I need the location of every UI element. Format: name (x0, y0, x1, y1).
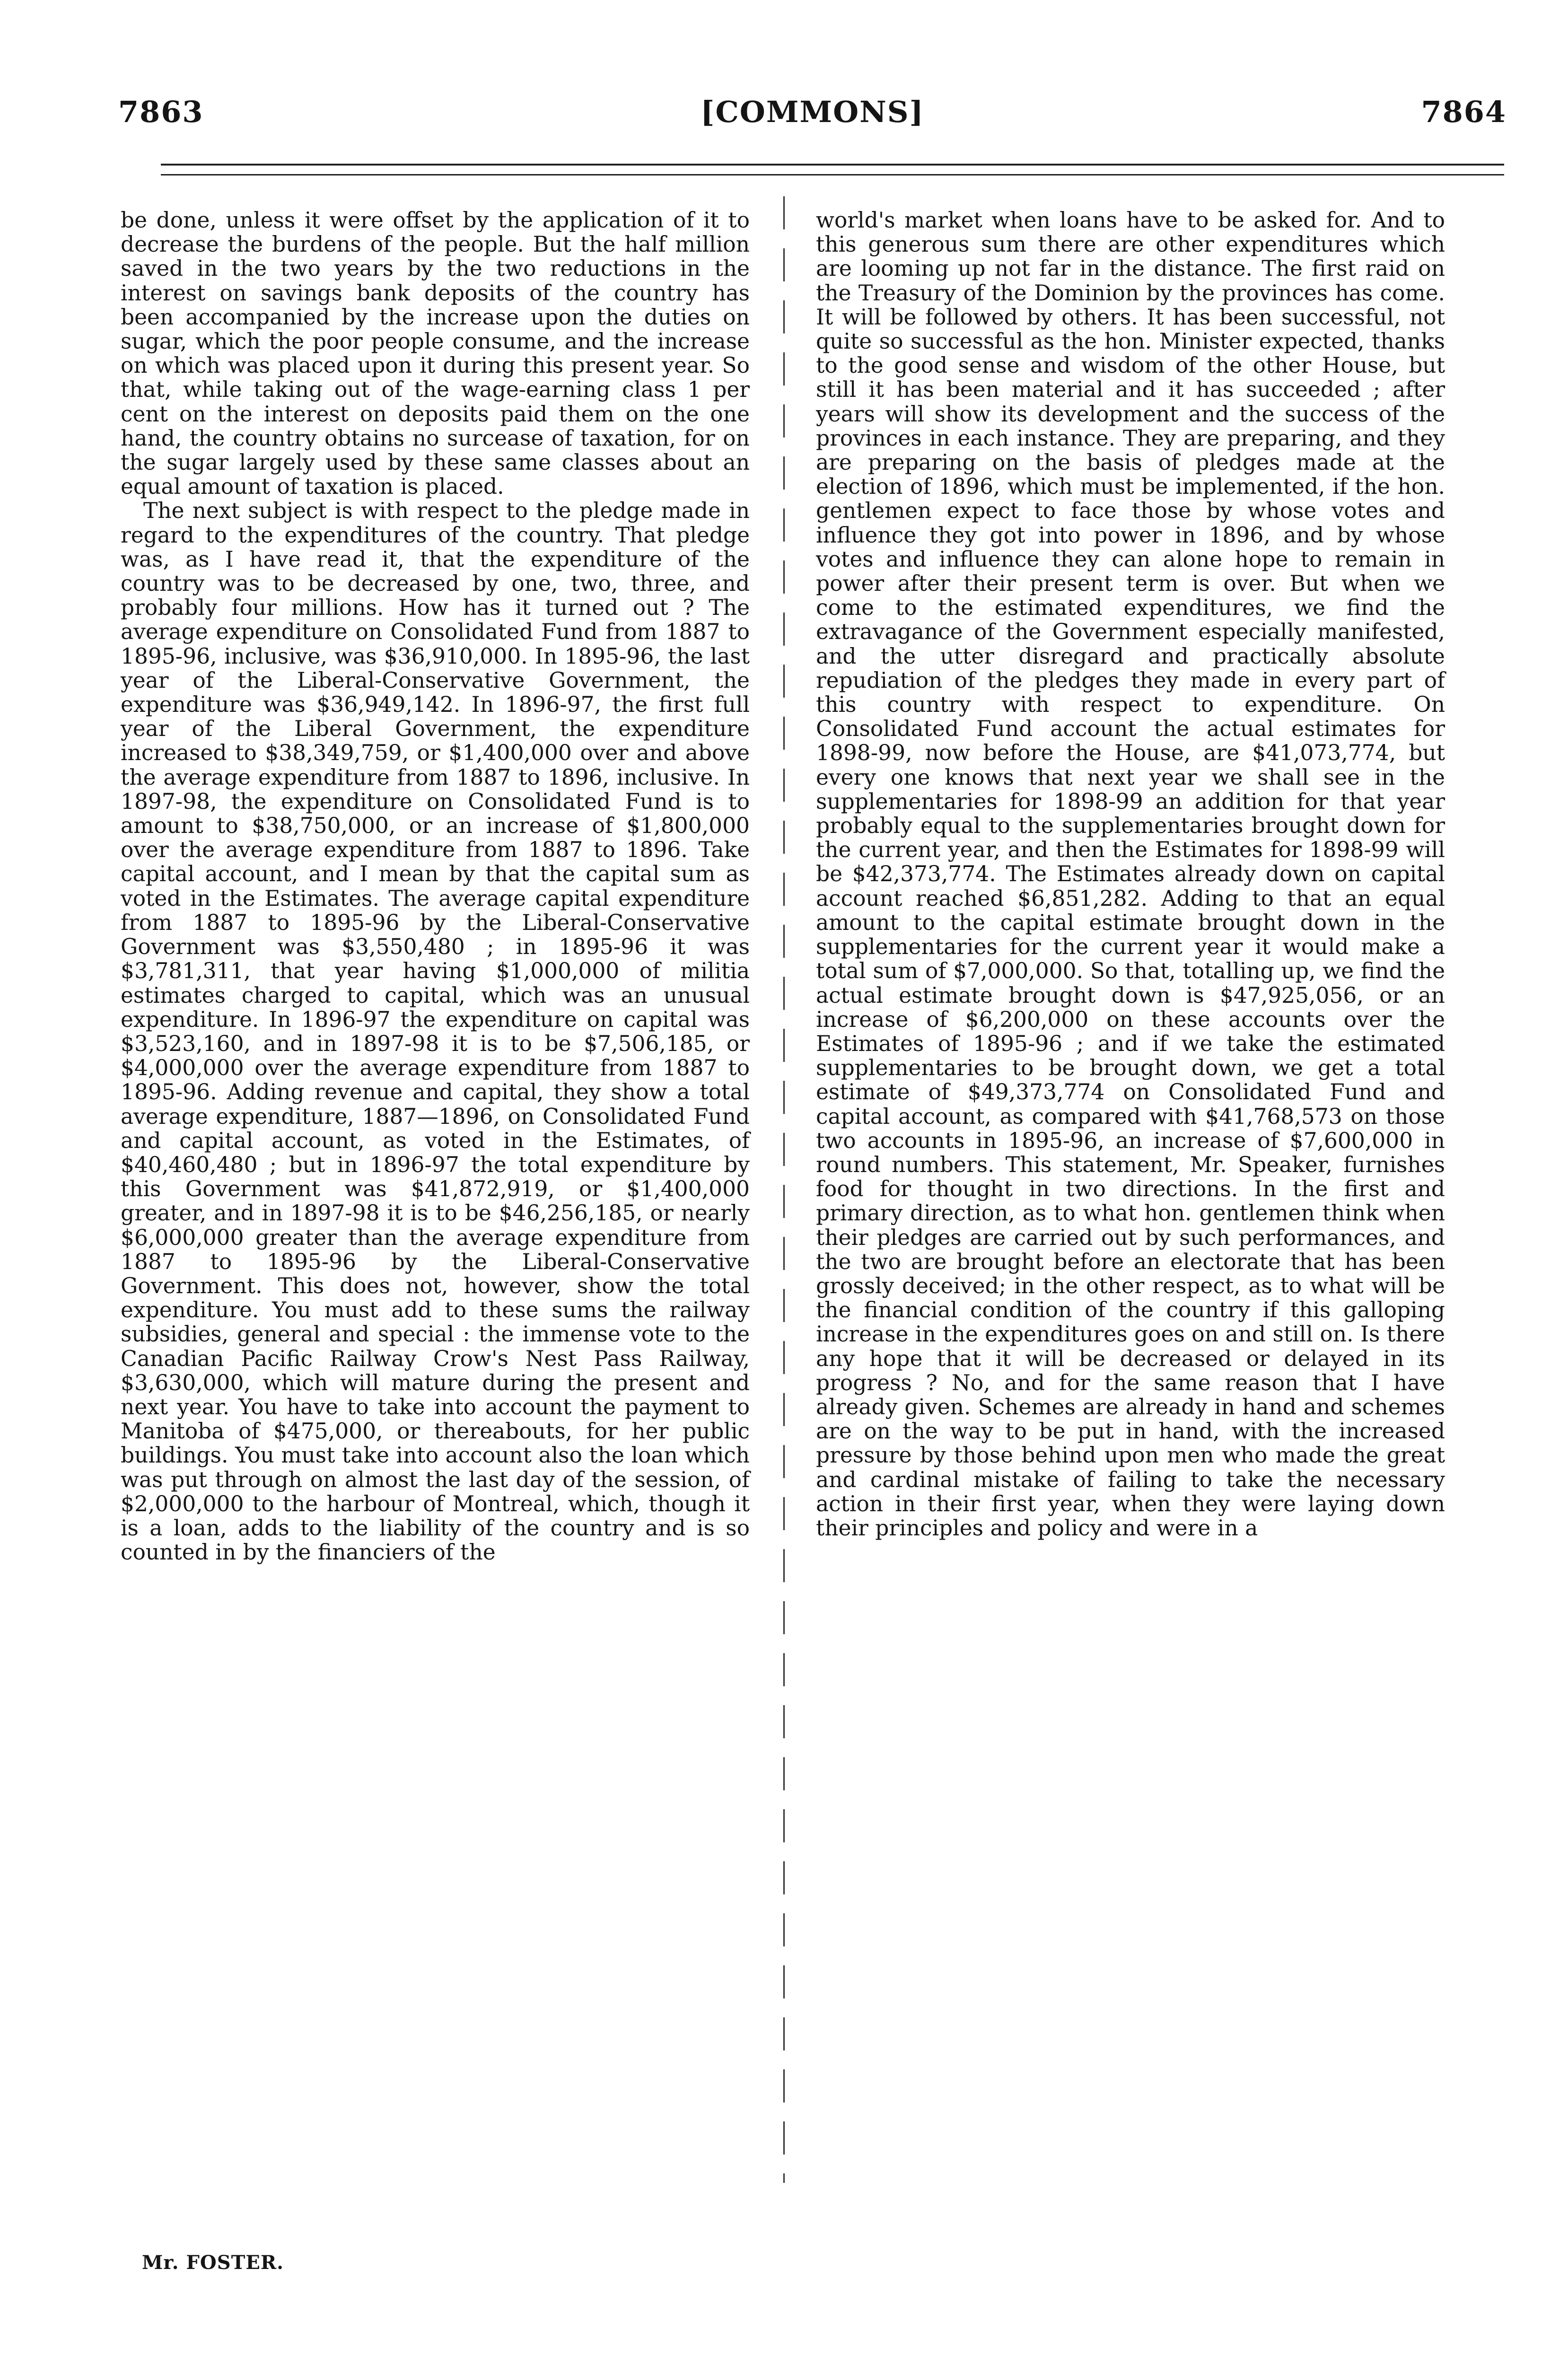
page-number-left: 7863 (118, 95, 204, 129)
paragraph: world's market when loans have to be asked for. And to this generous sum there are other expenditures which are looming up not far in the distance. The first raid on the Treasury of the Dominion by the provinces has come. It will be followed by others. It has been successful, not quite so successful as the hon. Minister expected, thanks to the good sense and wisdom of the other House, but still it has been material and it has succeeded ; after years will show its development and the success of the provinces in each instance. They are preparing, and they are preparing on the basis of pledges made at the election of 1896, which must be implemented, if the hon. gentlemen expect to face those by whose votes and influence they got into power in 1896, and by whose votes and influence they can alone hope to remain in power after their present term is over. But when we come to the estimated expenditures, we find the extravagance of the Government especially manifested, and the utter disregard and practically absolute repudiation of the pledges they made in every part of this country with respect to expenditure. On Consolidated Fund account the actual estimates for 1898-99, now before the House, are $41,073,774, but every one knows that next year we shall see in the supplementaries for 1898-99 an addition for that year probably equal to the supplementaries brought down for the current year, and then the Estimates for 1898-99 will be $42,373,774. The Estimates already down on capital account reached $6,851,282. Adding to that an equal amount to the capital estimate brought down in the supplementaries for the current year it would make a total sum of $7,000,000. So that, totalling up, we find the actual estimate brought down is $47,925,056, or an increase of $6,200,000 on these accounts over the Estimates of 1895-96 ; and if we take the estimated supplementaries to be brought down, we get a total estimate of $49,373,774 on Consolidated Fund and capital account, as compared with $41,768,573 on those two accounts in 1895-96, an increase of $7,600,000 in round numbers. This statement, Mr. Speaker, furnishes food for thought in two directions. In the first and primary direction, as to what hon. gentlemen think when their pledges are carried out by such performances, and the two are brought before an electorate that has been grossly deceived; in the other respect, as to what will be the financial condition of the country if this galloping increase in the expenditures goes on and still on. Is there any hope that it will be decreased or delayed in its progress ? No, and for the same reason that I have already given. Schemes are already in hand and schemes are on the way to be put in hand, with the increased pressure by those behind upon men who made the great and cardinal mistake of failing to take the necessary action in their first year, when they were laying down their principles and policy and were in a (816, 208, 1445, 1541)
header-rule-top (161, 164, 1504, 166)
page-header (118, 95, 1507, 132)
right-column (816, 208, 1445, 1540)
chamber-title: [COMMONS] (701, 95, 924, 129)
left-column (121, 208, 750, 1564)
page-number-right: 7864 (1421, 95, 1507, 129)
speaker-name: Mr. FOSTER. (142, 2251, 284, 2274)
paragraph: be done, unless it were offset by the application of it to decrease the burdens of the people. But the half million saved in the two years by the two reductions in the interest on savings bank deposits of the country has been accompanied by the increase upon the duties on sugar, which the poor people consume, and the increase on which was placed upon it during this present year. So that, while taking out of the wage-earning class 1 per cent on the interest on deposits paid them on the one hand, the country obtains no surcease of taxation, for on the sugar largely used by these same classes about an equal amount of taxation is placed. (121, 208, 750, 499)
header-rule-bottom (161, 174, 1504, 175)
paragraph: The next subject is with respect to the pledge made in regard to the expenditures of the country. That pledge was, as I have read it, that the expenditure of the country was to be decreased by one, two, three, and probably four millions. How has it turned out ? The average expenditure on Consolidated Fund from 1887 to 1895-96, inclusive, was $36,910,000. In 1895-96, the last year of the Liberal-Conservative Government, the expenditure was $36,949,142. In 1896-97, the first full year of the Liberal Government, the expenditure increased to $38,349,759, or $1,400,000 over and above the average expenditure from 1887 to 1896, inclusive. In 1897-98, the expenditure on Consolidated Fund is to amount to $38,750,000, or an increase of $1,800,000 over the average expenditure from 1887 to 1896. Take capital account, and I mean by that the capital sum as voted in the Estimates. The average capital expenditure from 1887 to 1895-96 by the Liberal-Conservative Government was $3,550,480 ; in 1895-96 it was $3,781,311, that year having $1,000,000 of militia estimates charged to capital, which was an unusual expenditure. In 1896-97 the expenditure on capital was $3,523,160, and in 1897-98 it is to be $7,506,185, or $4,000,000 over the average expenditure from 1887 to 1895-96. Adding revenue and capital, they show a total average expenditure, 1887—1896, on Consolidated Fund and capital account, as voted in the Estimates, of $40,460,480 ; but in 1896-97 the total expenditure by this Government was $41,872,919, or $1,400,000 greater, and in 1897-98 it is to be $46,256,185, or nearly $6,000,000 greater than the average expenditure from 1887 to 1895-96 by the Liberal-Conservative Government. This does not, however, show the total expenditure. You must add to these sums the railway subsidies, general and special : the immense vote to the Canadian Pacific Railway Crow's Nest Pass Railway, $3,630,000, which will mature during the present and next year. You have to take into account the payment to Manitoba of $475,000, or thereabouts, for her public buildings. You must take into account also the loan which was put through on almost the last day of the session, of $2,000,000 to the harbour of Montreal, which, though it is a loan, adds to the liability of the country and is so counted in by the financiers of the (121, 498, 750, 1565)
column-divider (783, 196, 785, 2183)
